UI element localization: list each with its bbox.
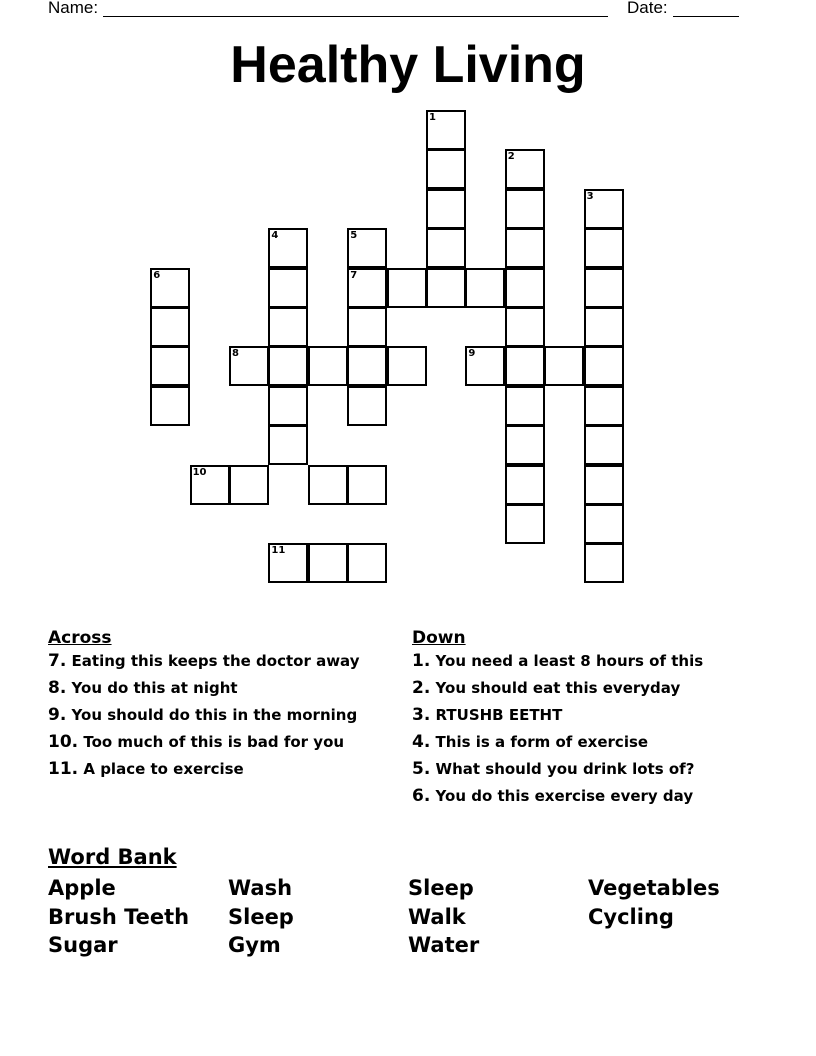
- word-bank-item: Sleep: [408, 876, 474, 900]
- crossword-cell[interactable]: [584, 425, 624, 465]
- crossword-cell[interactable]: [268, 228, 308, 268]
- clue-across-10: [48, 733, 398, 752]
- word-bank-item: Apple: [48, 876, 116, 900]
- clue-number: 5.: [412, 759, 431, 779]
- clue-down-4: [412, 733, 752, 752]
- clue-down-3: [412, 706, 752, 725]
- clue-text: A place to exercise: [83, 760, 244, 778]
- clue-number: 4.: [412, 732, 431, 752]
- crossword-cell[interactable]: [347, 386, 387, 426]
- cell-clue-number: 8: [232, 348, 239, 360]
- crossword-cell[interactable]: [268, 346, 308, 386]
- clue-text: This is a form of exercise: [435, 733, 649, 751]
- clue-down-6: [412, 787, 752, 806]
- crossword-cell[interactable]: [150, 386, 190, 426]
- clue-across-9: [48, 706, 398, 725]
- crossword-cell[interactable]: [584, 189, 624, 229]
- clue-number: 10.: [48, 732, 79, 752]
- crossword-cell[interactable]: [505, 386, 545, 426]
- word-bank-item: Gym: [228, 933, 281, 957]
- crossword-cell[interactable]: [387, 268, 427, 308]
- crossword-cell[interactable]: [505, 465, 545, 505]
- name-label: Name:: [48, 0, 99, 17]
- crossword-cell[interactable]: [465, 346, 505, 386]
- word-bank-item: Wash: [228, 876, 293, 900]
- across-heading: Across: [48, 628, 112, 648]
- word-bank-item: Sleep: [228, 905, 294, 929]
- crossword-cell[interactable]: [150, 268, 190, 308]
- crossword-cell[interactable]: [308, 543, 348, 583]
- cell-clue-number: 4: [271, 230, 279, 242]
- cell-clue-number: 2: [507, 151, 515, 163]
- cell-clue-number: 10: [192, 466, 207, 478]
- crossword-cell[interactable]: [544, 346, 584, 386]
- crossword-cell[interactable]: [229, 346, 269, 386]
- word-bank-item: Vegetables: [588, 876, 720, 900]
- crossword-cell[interactable]: [387, 346, 427, 386]
- clue-number: 9.: [48, 705, 67, 725]
- clue-down-1: [412, 652, 752, 671]
- crossword-cell[interactable]: [505, 346, 545, 386]
- word-bank-item: Cycling: [588, 905, 674, 929]
- clue-text: RTUSHB EETHT: [435, 706, 563, 724]
- crossword-cell[interactable]: [426, 189, 466, 229]
- clue-text: You do this exercise every day: [435, 787, 694, 805]
- cell-clue-number: 1: [429, 112, 436, 123]
- crossword-cell[interactable]: [268, 307, 308, 347]
- crossword-cell[interactable]: [426, 228, 466, 268]
- clue-text: You should do this in the morning: [71, 706, 358, 724]
- clue-text: You do this at night: [71, 679, 238, 697]
- clue-text: What should you drink lots of?: [435, 760, 695, 778]
- word-bank-list: [48, 874, 768, 964]
- crossword-cell[interactable]: [347, 268, 387, 308]
- page-title: Healthy Living: [230, 36, 586, 94]
- crossword-cell[interactable]: [347, 465, 387, 505]
- crossword-cell[interactable]: [505, 504, 545, 544]
- crossword-cell[interactable]: [229, 465, 269, 505]
- crossword-cell[interactable]: [426, 110, 466, 150]
- crossword-cell[interactable]: [347, 543, 387, 583]
- clue-number: 11.: [48, 759, 79, 779]
- crossword-cell[interactable]: [584, 346, 624, 386]
- crossword-cell[interactable]: [505, 425, 545, 465]
- cell-clue-number: 5: [350, 230, 358, 242]
- crossword-cell[interactable]: [347, 307, 387, 347]
- crossword-cell[interactable]: [426, 149, 466, 189]
- clue-number: 6.: [412, 786, 431, 806]
- crossword-cell[interactable]: [268, 268, 308, 308]
- crossword-cell[interactable]: [505, 149, 545, 189]
- crossword-cell[interactable]: [505, 228, 545, 268]
- across-clues: [48, 628, 398, 787]
- clue-text: You should eat this everyday: [435, 679, 681, 697]
- crossword-cell[interactable]: [505, 268, 545, 308]
- crossword-cell[interactable]: [584, 465, 624, 505]
- crossword-cell[interactable]: [150, 346, 190, 386]
- down-heading: Down: [412, 628, 466, 648]
- cell-clue-number: 7: [350, 269, 358, 281]
- cell-clue-number: 9: [468, 348, 476, 360]
- crossword-cell[interactable]: [584, 504, 624, 544]
- down-clues: [412, 628, 752, 814]
- clue-down-5: [412, 760, 752, 779]
- clue-number: 7.: [48, 651, 67, 671]
- clue-across-11: [48, 760, 398, 779]
- cell-clue-number: 6: [153, 269, 161, 281]
- crossword-cell[interactable]: [584, 268, 624, 308]
- clue-number: 1.: [412, 651, 431, 671]
- word-bank: [48, 844, 768, 964]
- word-bank-item: Brush Teeth: [48, 905, 190, 929]
- clue-text: Too much of this is bad for you: [83, 733, 345, 751]
- crossword-cell[interactable]: [505, 307, 545, 347]
- cell-clue-number: 11: [271, 545, 286, 557]
- crossword-cell[interactable]: [308, 465, 348, 505]
- clue-across-8: [48, 679, 398, 698]
- date-label: Date:: [627, 0, 668, 17]
- crossword-cell[interactable]: [584, 228, 624, 268]
- crossword-cell[interactable]: [268, 425, 308, 465]
- clue-number: 8.: [48, 678, 67, 698]
- crossword-cell[interactable]: [505, 189, 545, 229]
- crossword-cell[interactable]: [268, 386, 308, 426]
- crossword-cell[interactable]: [347, 228, 387, 268]
- crossword-cell[interactable]: [347, 346, 387, 386]
- word-bank-title: Word Bank: [48, 845, 177, 869]
- crossword-cell[interactable]: [268, 543, 308, 583]
- word-bank-item: Sugar: [48, 933, 118, 957]
- clue-text: You need a least 8 hours of this: [435, 652, 704, 670]
- clue-down-2: [412, 679, 752, 698]
- clue-text: Eating this keeps the doctor away: [71, 652, 360, 670]
- word-bank-item: Water: [408, 933, 480, 957]
- crossword-cell[interactable]: [584, 386, 624, 426]
- crossword-cell[interactable]: [190, 465, 230, 505]
- cell-clue-number: 3: [586, 190, 594, 202]
- crossword-cell[interactable]: [308, 346, 348, 386]
- clue-number: 2.: [412, 678, 431, 698]
- crossword-cell[interactable]: [150, 307, 190, 347]
- crossword-cell[interactable]: [426, 268, 466, 308]
- word-bank-item: Walk: [408, 905, 466, 929]
- clue-number: 3.: [412, 705, 431, 725]
- crossword-cell[interactable]: [584, 307, 624, 347]
- crossword-cell[interactable]: [465, 268, 505, 308]
- crossword-cell[interactable]: [584, 543, 624, 583]
- clue-across-7: [48, 652, 398, 671]
